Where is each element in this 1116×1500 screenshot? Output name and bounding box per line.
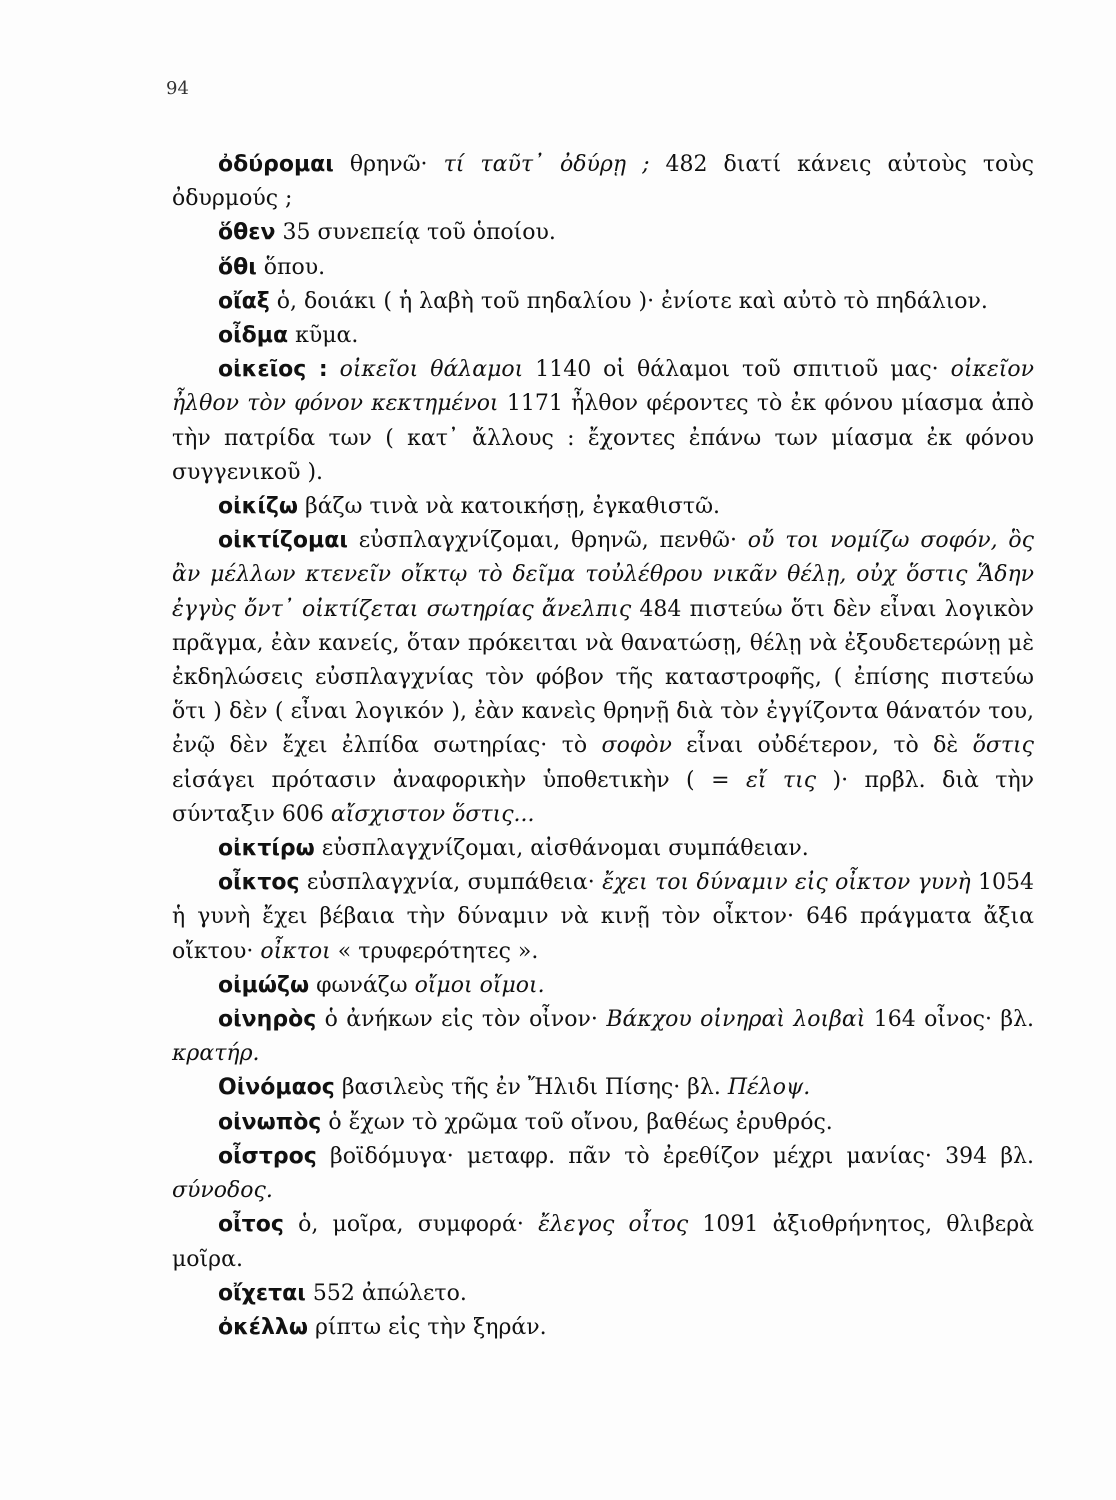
entry-quote: Βάκχου οἰνηραὶ λοιβαὶ bbox=[606, 1007, 866, 1033]
dictionary-entry bbox=[172, 1003, 1034, 1071]
dictionary-entry bbox=[172, 1071, 1034, 1105]
entry-text bbox=[328, 357, 340, 382]
entry-quote: αἴσχιστον ὅστις... bbox=[330, 801, 535, 827]
entry-quote: σύνοδος. bbox=[172, 1178, 273, 1204]
entry-text: θρηνῶ· bbox=[333, 152, 444, 177]
entry-quote: ἔχει τοι δύναμιν εἰς οἶκτον γυνὴ bbox=[602, 870, 971, 896]
entry-text: )· πρβλ. διὰ τὴν σύνταξιν 606 bbox=[172, 767, 1035, 827]
entry-quote: οἴμοι οἴμοι. bbox=[414, 972, 545, 998]
dictionary-entry bbox=[172, 319, 1034, 353]
entry-headword: οἰκτίζομαι bbox=[218, 528, 348, 554]
entry-headword: οἶτος bbox=[218, 1212, 284, 1238]
entry-quote: εἴ τις bbox=[746, 767, 817, 793]
entry-quote: τί ταῦτ᾽ ὀδύρῃ ; bbox=[443, 152, 650, 177]
entry-list bbox=[172, 148, 1034, 1345]
entry-headword: ὀδύρομαι bbox=[218, 152, 334, 177]
entry-headword: οἰκίζω bbox=[218, 494, 299, 520]
entry-text: εἶναι οὐδέτερον, τὸ δὲ bbox=[671, 733, 973, 759]
entry-text: ὁ ἀνήκων εἰς τὸν οἶνον· bbox=[316, 1007, 607, 1033]
entry-headword: οἴχεται bbox=[218, 1280, 306, 1306]
entry-text: ὁ, μοῖρα, συμφορά· bbox=[283, 1212, 539, 1238]
entry-quote: σοφὸν bbox=[601, 733, 672, 759]
dictionary-entry bbox=[172, 216, 1034, 250]
entry-text: βοϊδόμυγα· μεταφρ. πᾶν τὸ ἐρεθίζον μέχρι μανίας· 394 βλ. bbox=[316, 1143, 1034, 1169]
dictionary-entry bbox=[172, 832, 1034, 866]
entry-headword: ὀκέλλω bbox=[218, 1314, 308, 1340]
dictionary-entry bbox=[172, 866, 1034, 969]
entry-text: 1054 ἡ γυνὴ ἔχει βέβαια τὴν δύναμιν νὰ κινῇ τὸν οἶκτον· 646 πράγματα ἄξια οἴκτου· bbox=[172, 870, 1034, 964]
entry-headword: οἶκτος bbox=[218, 870, 300, 896]
entry-text: 1091 ἀξιοθρήνητος, θλιβερὰ μοῖρα. bbox=[172, 1212, 1034, 1272]
dictionary-entry bbox=[172, 1311, 1034, 1345]
entry-text: 164 οἶνος· βλ. bbox=[865, 1007, 1035, 1033]
entry-headword: Οἰνόμαος bbox=[218, 1075, 335, 1101]
entry-quote: οἰκεῖον ἦλθον τὸν φόνον κεκτημένοι bbox=[172, 357, 1034, 417]
entry-text: 482 διατί κάνεις αὐτοὺς τοὺς ὀδυρμούς ; bbox=[172, 152, 1034, 212]
page-number: 94 bbox=[166, 78, 189, 99]
entry-headword: οἰνωπὸς bbox=[218, 1109, 322, 1135]
entry-headword: ὅθι bbox=[218, 254, 257, 280]
entry-text: βασιλεὺς τῆς ἐν Ἤλιδι Πίσης· βλ. bbox=[334, 1075, 728, 1101]
entry-quote: κρατήρ. bbox=[172, 1041, 260, 1067]
dictionary-entry bbox=[172, 1208, 1034, 1276]
dictionary-entry bbox=[172, 1140, 1034, 1208]
entry-headword: οἴαξ bbox=[218, 288, 270, 314]
entry-text: ὁ, δοιάκι ( ἡ λαβὴ τοῦ πηδαλίου )· ἐνίοτε καὶ αὐτὸ τὸ πηδάλιον. bbox=[269, 288, 988, 314]
entry-text: κῦμα. bbox=[288, 323, 359, 349]
entry-quote: οὔ τοι νομίζω σοφόν, ὃς ἂν μέλλων κτενεῖν οἴκτῳ τὸ δεῖμα τοὐλέθρου νικᾶν θέλῃ, οὐχ ὅστις Ἅδην ἐγγὺς ὄντ᾽ οἰκτίζεται σωτηρίας ἄνελπις bbox=[172, 528, 1034, 622]
entry-text: εἰσάγει πρότασιν ἀναφορικὴν ὑποθετικὴν ( = bbox=[172, 767, 747, 793]
entry-text: 35 συνεπείᾳ τοῦ ὁποίου. bbox=[275, 220, 556, 246]
dictionary-entry bbox=[172, 251, 1034, 285]
entry-quote: ἔλεγος οἶτος bbox=[538, 1212, 689, 1238]
entry-headword: οἶστρος bbox=[218, 1143, 317, 1169]
entry-text: 552 ἀπώλετο. bbox=[305, 1280, 467, 1306]
entry-text: ρίπτω εἰς τὴν ξηράν. bbox=[307, 1314, 547, 1340]
dictionary-entry bbox=[172, 969, 1034, 1003]
entry-text: φωνάζω bbox=[309, 972, 415, 998]
dictionary-entry bbox=[172, 353, 1034, 490]
entry-text: εὐσπλαγχνίζομαι, θρηνῶ, πενθῶ· bbox=[347, 528, 748, 554]
entry-headword: οἰκεῖος : bbox=[218, 357, 328, 383]
entry-text: εὐσπλαγχνίζομαι, αἰσθάνομαι συμπάθειαν. bbox=[314, 836, 809, 862]
entry-text: βάζω τινὰ νὰ κατοικήσῃ, ἐγκαθιστῶ. bbox=[298, 494, 721, 520]
entry-text: « τρυφερότητες ». bbox=[330, 938, 539, 964]
entry-text: εὐσπλαγχνία, συμπάθεια· bbox=[299, 870, 603, 896]
dictionary-entry bbox=[172, 490, 1034, 524]
entry-quote: οἰκεῖοι θάλαμοι bbox=[339, 357, 524, 383]
entry-headword: οἰνηρὸς bbox=[218, 1007, 317, 1033]
entry-text: ὅπου. bbox=[256, 254, 326, 280]
entry-headword: οἰμώζω bbox=[218, 972, 310, 998]
entry-headword: οἶδμα bbox=[218, 323, 289, 349]
entry-text: 484 πιστεύω ὅτι δὲν εἶναι λογικὸν πρᾶγμα, ἐὰν κανείς, ὅταν πρόκειται νὰ θανατώσῃ, θέλῃ νὰ ἐξουδετερώνῃ μὲ ἐκδηλώσεις εὐσπλαγχνίας τὸν φόβον τῆς καταστροφῆς, ( ἐπίσης πιστεύω ὅτι ) δὲν ( εἶναι λογικόν ), ἐὰν κανεὶς θρηνῇ διὰ τὸν ἐγγίζοντα θάνατόν του, ἐνῷ δὲν ἔχει ἐλπίδα σωτηρίας· τὸ bbox=[172, 596, 1034, 759]
dictionary-entry bbox=[172, 1277, 1034, 1311]
dictionary-entry bbox=[172, 524, 1034, 832]
dictionary-entry bbox=[172, 148, 1034, 216]
dictionary-entry bbox=[172, 1106, 1034, 1140]
entry-text: ὁ ἔχων τὸ χρῶμα τοῦ οἴνου, βαθέως ἐρυθρός. bbox=[321, 1109, 833, 1135]
entry-headword: ὅθεν bbox=[218, 220, 276, 246]
dictionary-entry bbox=[172, 285, 1034, 319]
entry-quote: Πέλοψ. bbox=[727, 1075, 811, 1101]
entry-headword: οἰκτίρω bbox=[218, 836, 315, 862]
entry-text: 1171 ἦλθον φέροντες τὸ ἐκ φόνου μίασμα ἀπὸ τὴν πατρίδα των ( κατ᾽ ἄλλους : ἔχοντες ἐπάνω των μίασμα ἐκ φόνου συγγενικοῦ ). bbox=[172, 391, 1034, 485]
entry-text: 1140 οἱ θάλαμοι τοῦ σπιτιοῦ μας· bbox=[523, 357, 951, 383]
entry-quote: ὅστις bbox=[972, 733, 1034, 759]
entry-quote: οἶκτοι bbox=[260, 938, 331, 964]
